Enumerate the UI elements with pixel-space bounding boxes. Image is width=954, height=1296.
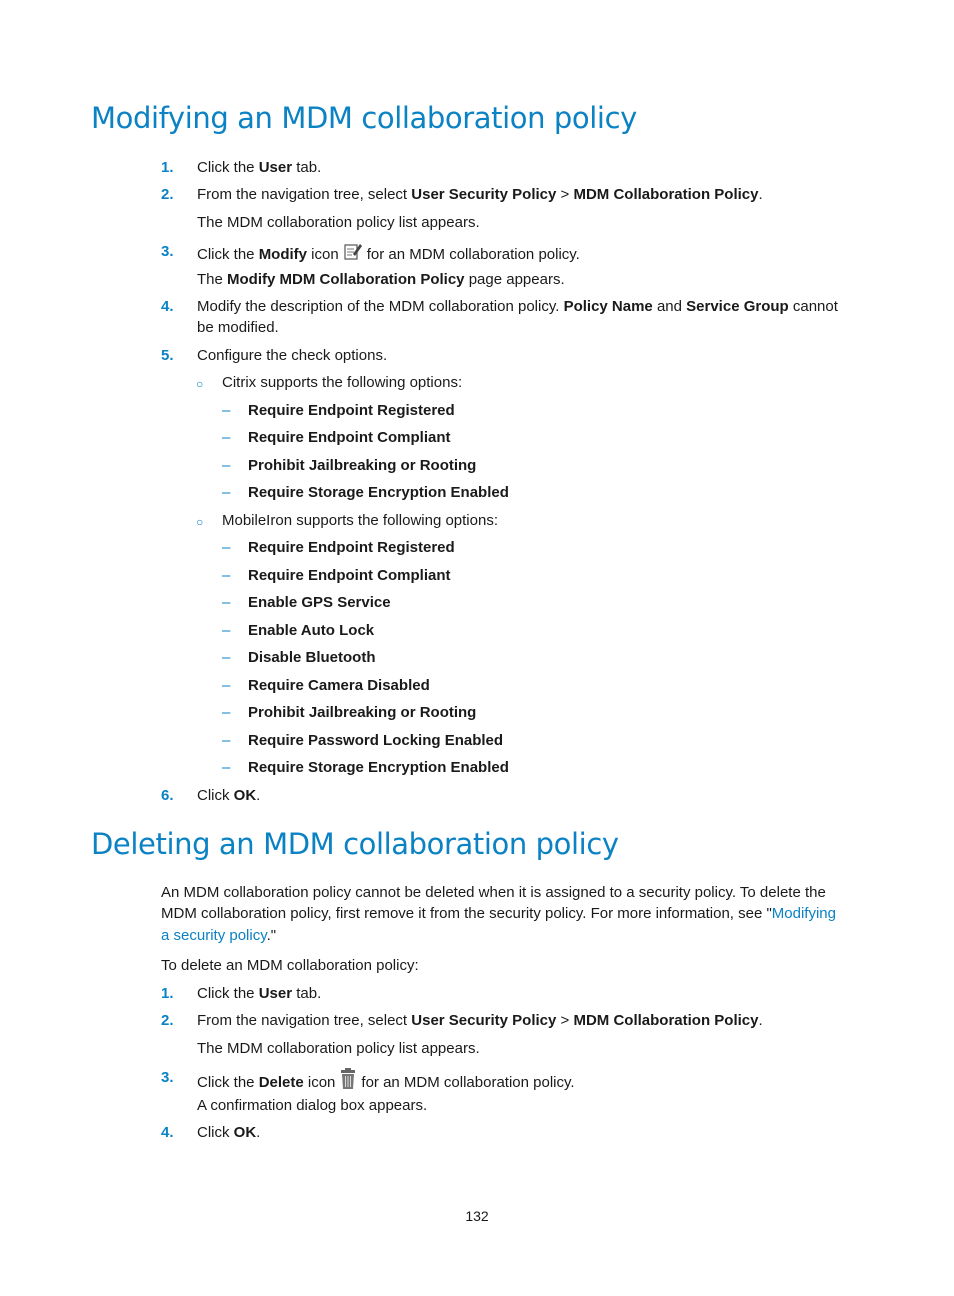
option-item: Require Storage Encryption Enabled [248,759,509,776]
step-text: Modify the description of the MDM collaboration policy. Policy Name and Service Group cannot [197,298,838,315]
paragraph: To delete an MDM collaboration policy: [161,957,419,974]
step-result: The MDM collaboration policy list appears. [197,214,480,231]
paragraph: MDM collaboration policy, first remove it from the security policy. For more information, see "Modifying [161,905,836,922]
step-text: From the navigation tree, select User Security Policy > MDM Collaboration Policy. [197,186,763,203]
option-item: Require Endpoint Compliant [248,567,451,584]
paragraph: a security policy." [161,927,277,944]
mobileiron-intro: MobileIron supports the following options: [222,512,498,529]
option-item: Require Endpoint Registered [248,402,455,419]
bullet-dash: – [222,402,231,419]
step-text: From the navigation tree, select User Security Policy > MDM Collaboration Policy. [197,1012,763,1029]
step-number: 1. [161,159,174,176]
step-number: 4. [161,298,174,315]
modifying-security-policy-link[interactable]: Modifying [771,905,836,922]
step-result: The MDM collaboration policy list appears. [197,1040,480,1057]
step-text: Click OK. [197,787,261,804]
bullet-circle: ○ [196,515,204,529]
step-number: 3. [161,243,174,260]
step-text: Configure the check options. [197,347,388,364]
option-item: Prohibit Jailbreaking or Rooting [248,457,477,474]
step-result: A confirmation dialog box appears. [197,1097,428,1114]
bullet-dash: – [222,594,231,611]
option-item: Require Password Locking Enabled [248,732,504,749]
section-heading-modify: Modifying an MDM collaboration policy [91,101,637,135]
option-item: Require Storage Encryption Enabled [248,484,509,501]
step-number: 5. [161,347,174,364]
step-number: 2. [161,186,174,203]
step-text: Click the User tab. [197,985,322,1002]
bullet-dash: – [222,484,231,501]
bullet-dash: – [222,429,231,446]
step-result: The Modify MDM Collaboration Policy page appears. [197,271,565,288]
bullet-dash: – [222,677,231,694]
bullet-dash: – [222,759,231,776]
option-item: Require Endpoint Compliant [248,429,451,446]
step-number: 3. [161,1069,174,1086]
option-item: Disable Bluetooth [248,649,376,666]
step-text: Click the Modify icon for an MDM collaboration policy. [197,242,580,268]
bullet-dash: – [222,539,231,556]
option-item: Prohibit Jailbreaking or Rooting [248,704,477,721]
option-item: Enable Auto Lock [248,622,375,639]
step-text: Click OK. [197,1124,261,1141]
modify-icon [343,242,363,268]
step-number: 2. [161,1012,174,1029]
bullet-dash: – [222,732,231,749]
page-number: 132 [465,1208,489,1224]
option-item: Require Endpoint Registered [248,539,455,556]
citrix-intro: Citrix supports the following options: [222,374,463,391]
bullet-dash: – [222,622,231,639]
bullet-dash: – [222,649,231,666]
step-number: 6. [161,787,174,804]
step-text: Click the User tab. [197,159,322,176]
bullet-dash: – [222,704,231,721]
bullet-dash: – [222,457,231,474]
paragraph: An MDM collaboration policy cannot be deleted when it is assigned to a security policy. To delete the [161,884,826,901]
trash-icon [339,1068,357,1096]
step-number: 4. [161,1124,174,1141]
step-text-continued: be modified. [197,319,279,336]
section-heading-delete: Deleting an MDM collaboration policy [91,827,619,861]
bullet-dash: – [222,567,231,584]
option-item: Require Camera Disabled [248,677,430,694]
bullet-circle: ○ [196,377,204,391]
step-text: Click the Delete icon for an MDM collaboration policy. [197,1068,575,1096]
modifying-security-policy-link[interactable]: a security policy [161,927,267,944]
option-item: Enable GPS Service [248,594,391,611]
step-number: 1. [161,985,174,1002]
